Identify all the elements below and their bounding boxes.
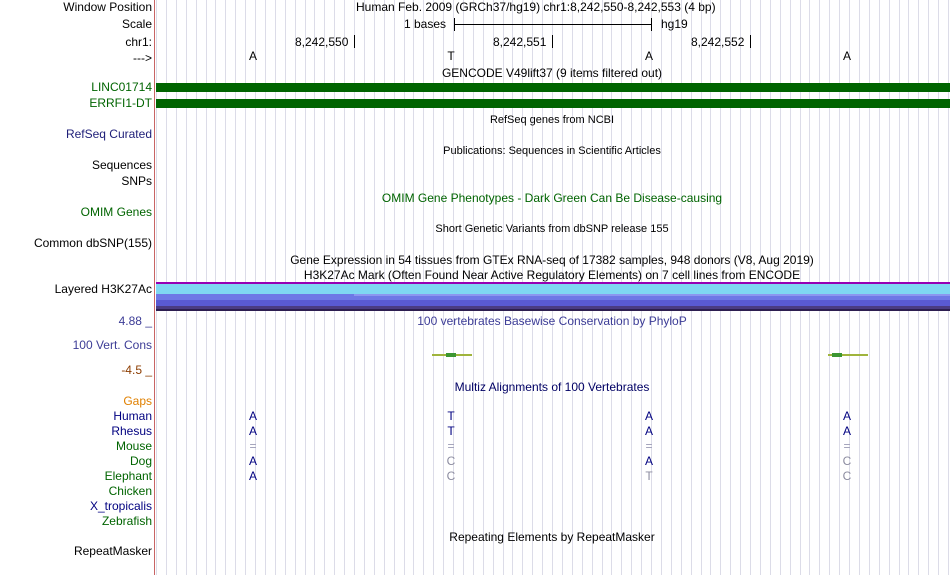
- assembly-label: hg19: [661, 17, 688, 31]
- alignment-base: T: [447, 424, 455, 438]
- alignment-base: A: [248, 409, 257, 423]
- alignment-base: A: [248, 454, 257, 468]
- gtex-track-title: Gene Expression in 54 tissues from GTEx RNA-seq of 17382 samples, 948 donors (V8, Aug 2019): [290, 253, 814, 267]
- gaps-label: Gaps: [123, 394, 152, 408]
- alignment-base: A: [248, 469, 257, 483]
- dbsnp-track-title: Short Genetic Variants from dbSNP release 155: [435, 223, 669, 235]
- alignment-base: A: [842, 424, 851, 438]
- h3k27ac-layer: [156, 309, 950, 311]
- alignment-base: A: [248, 424, 257, 438]
- species-label-zebrafish[interactable]: Zebrafish: [101, 514, 152, 528]
- omim-track-label[interactable]: OMIM Genes: [80, 205, 152, 219]
- window-position-text: Human Feb. 2009 (GRCh37/hg19) chr1:8,242,550-8,242,553 (4 bp): [356, 0, 716, 14]
- species-label-human[interactable]: Human: [113, 409, 152, 423]
- alignment-base: A: [644, 409, 653, 423]
- coordinate-label: 8,242,551: [493, 35, 547, 49]
- species-label-elephant[interactable]: Elephant: [104, 469, 152, 483]
- coordinate-label: 8,242,550: [295, 35, 349, 49]
- gene-bar-errfi1-dt[interactable]: [156, 99, 950, 108]
- h3k27ac-track-label[interactable]: Layered H3K27Ac: [54, 282, 152, 296]
- repeatmasker-track-title: Repeating Elements by RepeatMasker: [449, 530, 655, 544]
- strand-label: --->: [133, 51, 152, 65]
- alignment-base: A: [644, 424, 653, 438]
- scale-bar-right-tick: [651, 18, 652, 31]
- coordinate-tick: [354, 35, 355, 48]
- species-label-dog[interactable]: Dog: [129, 454, 152, 468]
- omim-track-title: OMIM Gene Phenotypes - Dark Green Can Be Disease-causing: [381, 191, 723, 205]
- alignment-base: C: [842, 454, 852, 468]
- gencode-track-title: GENCODE V49lift37 (9 items filtered out): [441, 66, 663, 80]
- alignment-base: C: [446, 454, 456, 468]
- window-position-label: Window Position: [63, 0, 152, 14]
- refseq-track-label[interactable]: RefSeq Curated: [65, 127, 152, 141]
- alignment-base: A: [842, 409, 851, 423]
- scale-bar: [454, 24, 652, 25]
- conservation-signal: [446, 353, 456, 357]
- alignment-base: T: [447, 409, 455, 423]
- conservation-track-label[interactable]: 100 Vert. Cons: [72, 338, 152, 352]
- refseq-track-title: RefSeq genes from NCBI: [489, 114, 615, 126]
- h3k27ac-track-title: H3K27Ac Mark (Often Found Near Active Regulatory Elements) on 7 cell lines from ENCODE: [303, 268, 801, 282]
- multiz-track-title: Multiz Alignments of 100 Vertebrates: [454, 380, 650, 394]
- coordinate-tick: [552, 35, 553, 48]
- scale-label: Scale: [121, 17, 152, 31]
- conservation-max-label: 4.88 _: [118, 314, 152, 328]
- scale-bar-left-tick: [454, 18, 455, 31]
- reference-base: A: [248, 49, 257, 63]
- repeatmasker-track-label[interactable]: RepeatMasker: [73, 544, 152, 558]
- alignment-base: =: [843, 439, 851, 453]
- alignment-base: T: [645, 469, 653, 483]
- conservation-track-title: 100 vertebrates Basewise Conservation by PhyloP: [417, 314, 687, 328]
- coordinate-label: 8,242,552: [691, 35, 745, 49]
- publications-track-title: Publications: Sequences in Scientific Articles: [443, 145, 661, 157]
- alignment-base: C: [446, 469, 456, 483]
- species-label-x-tropicalis[interactable]: X_tropicalis: [89, 499, 152, 513]
- species-label-chicken[interactable]: Chicken: [108, 484, 152, 498]
- coordinate-tick: [750, 35, 751, 48]
- gene-label-linc01714[interactable]: LINC01714: [91, 80, 152, 94]
- h3k27ac-layer: [156, 284, 950, 294]
- alignment-base: =: [447, 439, 455, 453]
- alignment-base: =: [645, 439, 653, 453]
- chromosome-label: chr1:: [125, 35, 152, 49]
- scale-text: 1 bases: [404, 17, 447, 31]
- dbsnp-track-label[interactable]: Common dbSNP(155): [33, 236, 152, 250]
- alignment-base: C: [842, 469, 852, 483]
- alignment-base: A: [644, 454, 653, 468]
- reference-base: A: [644, 49, 653, 63]
- conservation-signal: [832, 353, 842, 357]
- species-label-rhesus[interactable]: Rhesus: [111, 424, 152, 438]
- alignment-base: =: [249, 439, 257, 453]
- conservation-min-label: -4.5 _: [121, 363, 152, 377]
- label-column-divider: [154, 0, 155, 575]
- reference-base: T: [447, 49, 455, 63]
- gene-bar-linc01714[interactable]: [156, 83, 950, 92]
- species-label-mouse[interactable]: Mouse: [115, 439, 152, 453]
- gene-label-errfi1-dt[interactable]: ERRFI1-DT: [89, 96, 152, 110]
- sequences-track-label[interactable]: Sequences: [91, 158, 152, 172]
- reference-base: A: [842, 49, 851, 63]
- snps-track-label[interactable]: SNPs: [121, 174, 152, 188]
